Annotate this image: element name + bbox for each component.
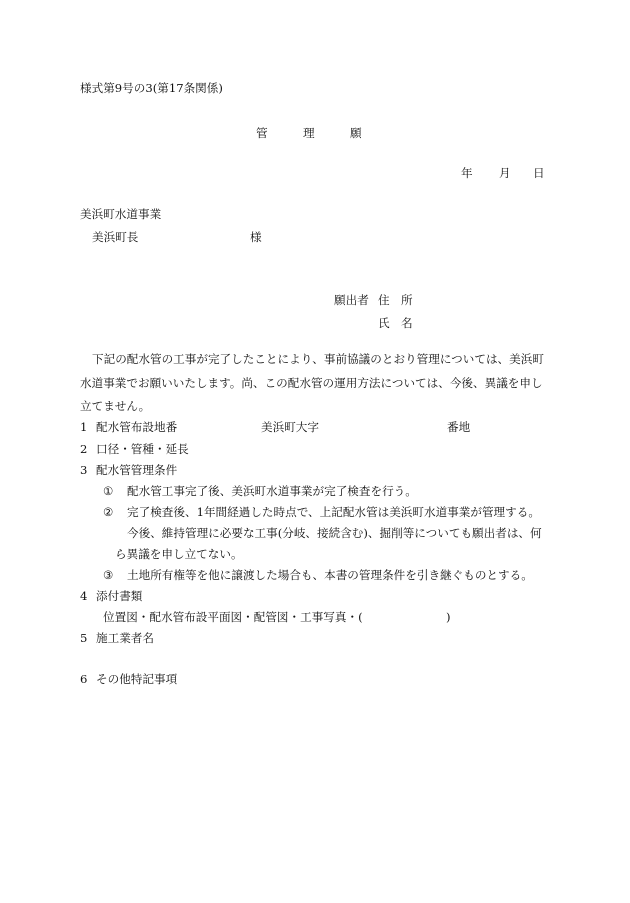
- body-line-3: 立てません。: [80, 399, 151, 413]
- item-label: その他特記事項: [96, 672, 178, 686]
- title-char-2: 理: [303, 126, 315, 140]
- applicant-name-char-1: 氏: [378, 316, 390, 330]
- title-char-3: 願: [350, 126, 362, 140]
- item-label: 配水管管理条件: [96, 463, 178, 477]
- item-label: 口径・管種・延長: [96, 442, 189, 456]
- date-month: 月: [499, 166, 511, 180]
- form-number: 様式第9号の3(第17条関係): [80, 81, 223, 95]
- condition-1-text: 配水管工事完了後、美浜町水道事業が完了検査を行う。: [127, 484, 417, 498]
- addressee-org: 美浜町水道事業: [80, 207, 162, 221]
- addressee-name: 美浜町長: [92, 230, 139, 244]
- date-day: 日: [533, 166, 545, 180]
- item-number: 4: [80, 589, 88, 603]
- applicant-name-char-2: 名: [401, 316, 413, 330]
- item-number: 5: [80, 631, 88, 645]
- item-number: 6: [80, 672, 88, 686]
- condition-3-mark: ③: [103, 568, 114, 582]
- condition-1-mark: ①: [103, 484, 114, 498]
- attachments-close-paren: ): [446, 610, 451, 624]
- item-1-district: 美浜町大字: [261, 420, 319, 434]
- item-label: 添付書類: [96, 589, 143, 603]
- attachments-list: 位置図・配水管布設平面図・配管図・工事写真・(: [103, 610, 363, 624]
- item-1-lot-suffix: 番地: [447, 420, 471, 434]
- addressee-honorific: 様: [250, 230, 262, 244]
- applicant-label: 願出者: [334, 293, 369, 307]
- item-label: 配水管布設地番: [96, 420, 178, 434]
- date-year: 年: [461, 166, 473, 180]
- applicant-address-char-2: 所: [401, 293, 413, 307]
- condition-2-mark: ②: [103, 505, 114, 519]
- item-number: 3: [80, 463, 88, 477]
- condition-2-continuation-1: 今後、維持管理に必要な工事(分岐、接続含む)、掘削等についても願出者は、何: [127, 526, 542, 540]
- condition-2-text: 完了検査後、1年間経過した時点で、上記配水管は美浜町水道事業が管理する。: [127, 505, 540, 519]
- title-char-1: 管: [256, 126, 268, 140]
- item-label: 施工業者名: [96, 631, 154, 645]
- item-number: 2: [80, 442, 88, 456]
- body-line-2: 水道事業でお願いいたします。尚、この配水管の運用方法については、今後、異議を申し: [80, 376, 543, 390]
- item-number: 1: [80, 420, 88, 434]
- applicant-address-char-1: 住: [378, 293, 390, 307]
- condition-3-text: 土地所有権等を他に譲渡した場合も、本書の管理条件を引き継ぐものとする。: [127, 568, 533, 582]
- body-line-1: 下記の配水管の工事が完了したことにより、事前協議のとおり管理については、美浜町: [92, 352, 544, 366]
- condition-2-continuation-2: ら異議を申し立てない。: [115, 547, 243, 561]
